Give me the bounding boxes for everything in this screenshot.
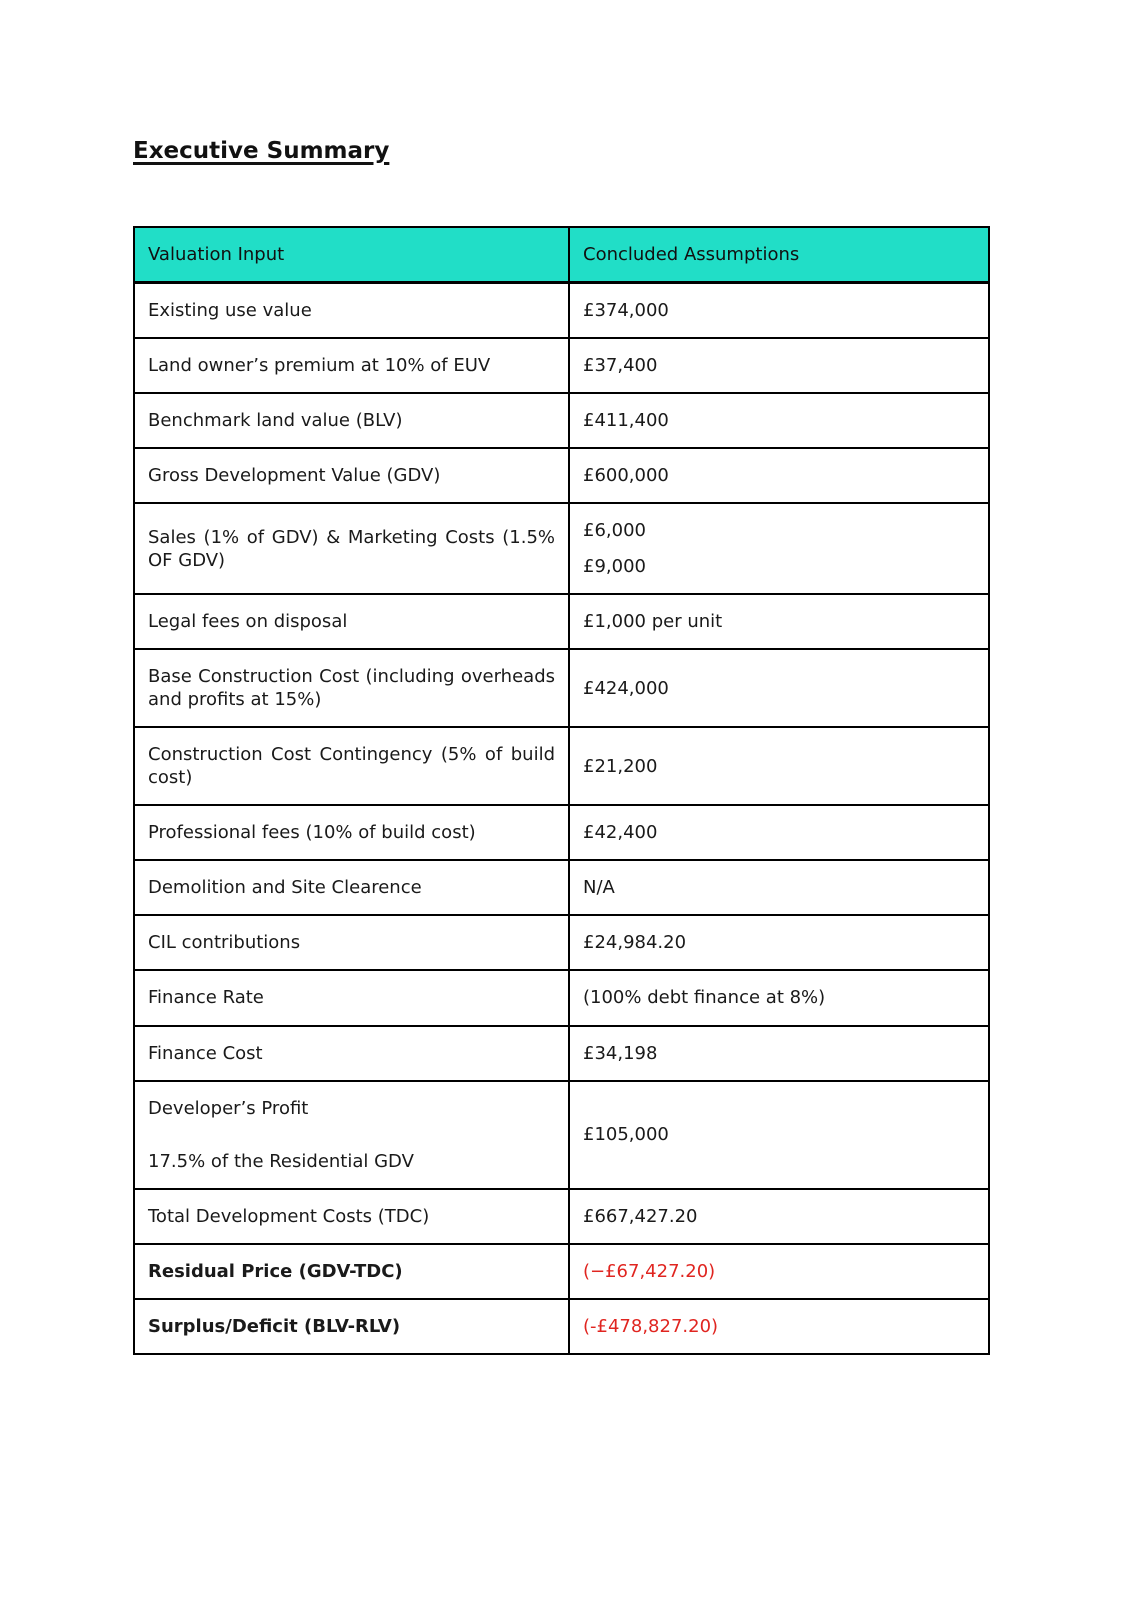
column-header-valuation-input: Valuation Input (134, 227, 569, 283)
table-header-row (134, 227, 989, 283)
concluded-assumption-text: £424,000 (583, 677, 669, 699)
valuation-input-text: Demolition and Site Clearence (148, 877, 422, 899)
concluded-assumption-cell (569, 503, 989, 594)
table-row (134, 860, 989, 915)
table-row (134, 1189, 989, 1244)
valuation-input-text: Construction Cost Contingency (5% of build cost) (148, 744, 555, 789)
valuation-input-text: Total Development Costs (TDC) (148, 1205, 430, 1227)
table-row (134, 448, 989, 503)
table-row (134, 649, 989, 727)
valuation-input-text: Existing use value (148, 300, 312, 322)
table-row (134, 727, 989, 805)
valuation-input-text: Developer’s Profit (148, 1097, 309, 1119)
concluded-assumption-text: £21,200 (583, 755, 658, 777)
valuation-input-cell (134, 1244, 569, 1299)
table-body (134, 283, 989, 1354)
concluded-assumption-cell (569, 283, 989, 339)
concluded-assumption-text: N/A (583, 877, 615, 899)
valuation-input-cell (134, 970, 569, 1025)
table-row (134, 503, 989, 594)
valuation-input-text: Gross Development Value (GDV) (148, 465, 441, 487)
concluded-assumption-cell (569, 1299, 989, 1354)
valuation-input-cell (134, 594, 569, 649)
concluded-assumption-text: £1,000 per unit (583, 611, 723, 633)
concluded-assumption-cell (569, 805, 989, 860)
valuation-input-cell (134, 1026, 569, 1081)
valuation-input-text: Land owner’s premium at 10% of EUV (148, 355, 491, 377)
valuation-input-text: Finance Rate (148, 987, 264, 1009)
valuation-input-text: Base Construction Cost (including overheads and profits at 15%) (148, 666, 555, 711)
valuation-input-cell (134, 338, 569, 393)
concluded-assumption-text: £34,198 (583, 1042, 658, 1064)
concluded-assumption-cell (569, 448, 989, 503)
valuation-input-cell (134, 805, 569, 860)
table-row (134, 1026, 989, 1081)
concluded-assumption-cell (569, 915, 989, 970)
concluded-assumption-cell (569, 1189, 989, 1244)
concluded-assumption-text: £411,400 (583, 410, 669, 432)
concluded-assumption-text: £42,400 (583, 822, 658, 844)
concluded-assumption-cell (569, 970, 989, 1025)
valuation-input-cell (134, 727, 569, 805)
valuation-input-cell (134, 1189, 569, 1244)
valuation-input-cell (134, 283, 569, 339)
concluded-assumption-cell (569, 338, 989, 393)
valuation-input-text: Professional fees (10% of build cost) (148, 822, 476, 844)
concluded-assumption-cell (569, 393, 989, 448)
concluded-assumption-text: £667,427.20 (583, 1205, 698, 1227)
valuation-input-cell (134, 503, 569, 594)
table-row (134, 338, 989, 393)
table-row (134, 805, 989, 860)
valuation-input-text: Sales (1% of GDV) & Marketing Costs (1.5% OF GDV) (148, 526, 555, 571)
valuation-input-text: Finance Cost (148, 1042, 263, 1064)
concluded-assumption-cell (569, 1026, 989, 1081)
concluded-assumption-text: £6,000 (583, 520, 646, 542)
table-row (134, 283, 989, 339)
table-row (134, 594, 989, 649)
concluded-assumption-text: £37,400 (583, 355, 658, 377)
concluded-assumption-cell (569, 860, 989, 915)
concluded-assumption-text: £105,000 (583, 1124, 669, 1146)
valuation-input-cell (134, 649, 569, 727)
concluded-assumption-cell (569, 649, 989, 727)
concluded-assumption-text: (100% debt finance at 8%) (583, 987, 826, 1009)
concluded-assumption-text: £374,000 (583, 300, 669, 322)
table-row (134, 393, 989, 448)
valuation-input-text: Surplus/Deficit (BLV-RLV) (148, 1315, 401, 1337)
concluded-assumption-cell (569, 1081, 989, 1189)
valuation-input-text: Residual Price (GDV-TDC) (148, 1260, 403, 1282)
executive-summary-table (133, 226, 990, 1355)
valuation-input-text: CIL contributions (148, 932, 301, 954)
concluded-assumption-cell (569, 727, 989, 805)
table-row (134, 1299, 989, 1354)
concluded-assumption-text: (-£478,827.20) (583, 1315, 719, 1337)
concluded-assumption-text: (−£67,427.20) (583, 1260, 716, 1282)
valuation-input-cell (134, 1299, 569, 1354)
table-row (134, 915, 989, 970)
table-row (134, 1244, 989, 1299)
concluded-assumption-text: £24,984.20 (583, 932, 687, 954)
valuation-input-text: Benchmark land value (BLV) (148, 410, 403, 432)
valuation-input-cell (134, 448, 569, 503)
page-title-text: Executive Summary (133, 138, 390, 164)
concluded-assumption-cell (569, 594, 989, 649)
page-title (0, 0, 1131, 164)
concluded-assumption-text: £600,000 (583, 465, 669, 487)
valuation-input-cell (134, 1081, 569, 1189)
table-row (134, 1081, 989, 1189)
valuation-input-cell (134, 860, 569, 915)
valuation-input-cell (134, 393, 569, 448)
table-row (134, 970, 989, 1025)
concluded-assumption-text: £9,000 (583, 556, 646, 578)
valuation-input-text: 17.5% of the Residential GDV (148, 1150, 414, 1172)
column-header-concluded-assumptions: Concluded Assumptions (569, 227, 989, 283)
concluded-assumption-cell (569, 1244, 989, 1299)
valuation-input-text: Legal fees on disposal (148, 611, 348, 633)
valuation-input-cell (134, 915, 569, 970)
